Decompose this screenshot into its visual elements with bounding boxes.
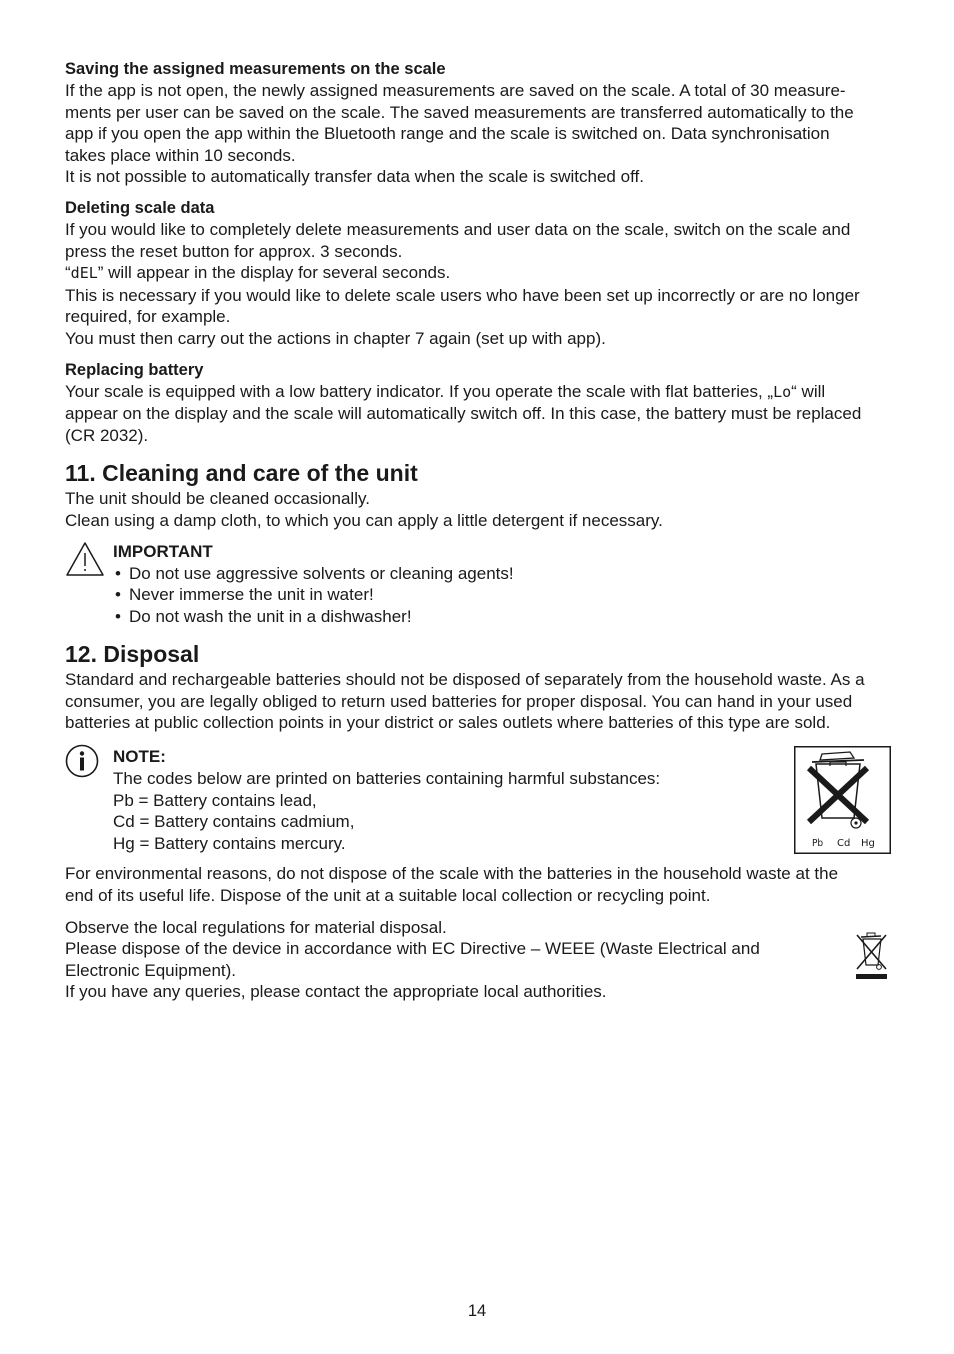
quote-open: “ — [65, 263, 71, 283]
page-content — [65, 58, 891, 1003]
heading-deleting: Deleting scale data — [65, 198, 215, 217]
page-number: 14 — [467, 1302, 487, 1320]
saving-line-1: If the app is not open, the newly assigned measurements are saved on the scale. A total of 30 measure- — [65, 81, 846, 100]
bin-label-cd: Cd — [837, 838, 851, 850]
bin-label-pb: Pb — [812, 838, 824, 850]
disposal-line-2: consumer, you are legally obliged to return used batteries for proper disposal. You can hand in your used — [65, 691, 853, 711]
note-box — [65, 746, 891, 854]
section-disposal — [65, 639, 891, 1003]
environment-paragraph — [65, 863, 891, 906]
saving-line-3: app if you open the app within the Bluetooth range and the scale is switched on. Data synchronisation — [65, 124, 830, 144]
list-item: • Do not use aggressive solvents or cleaning agents! — [113, 563, 891, 585]
battery-line-1 — [65, 381, 891, 404]
battery-line-2: appear on the display and the scale will automatically switch off. In this case, the battery must be replaced — [65, 404, 862, 424]
disposal-line-3: batteries at public collection points in your district or sales outlets where batteries of this type are sold. — [65, 713, 831, 733]
del-line-rest: ” will appear in the display for several seconds. — [97, 263, 451, 283]
deleting-line-2: press the reset button for approx. 3 seconds. — [65, 241, 403, 261]
final-line-1: Observe the local regulations for material disposal. — [65, 917, 447, 937]
final-paragraph — [65, 917, 891, 1003]
battery-line-3: (CR 2032). — [65, 425, 149, 445]
battery-line-1-post: “ will — [791, 381, 826, 401]
important-box — [65, 541, 891, 628]
warning-triangle-icon — [65, 541, 105, 577]
battery-line-1-pre: Your scale is equipped with a low battery indicator. If you operate the scale with flat batteries, „ — [65, 381, 774, 401]
heading-saving: Saving the assigned measurements on the scale — [65, 60, 446, 78]
del-display-code: dEL — [70, 264, 98, 283]
final-line-3: Electronic Equipment). — [65, 960, 237, 980]
section-battery — [65, 359, 891, 447]
battery-bin-icon — [794, 746, 891, 854]
disposal-line-1: Standard and rechargeable batteries should not be disposed of separately from the household waste. As a — [65, 670, 865, 690]
heading-battery: Replacing battery — [65, 360, 204, 379]
note-line-1: The codes below are printed on batteries containing harmful substances: — [113, 769, 661, 789]
env-line-2: end of its useful life. Dispose of the unit at a suitable local collection or recycling point. — [65, 886, 711, 906]
weee-bin-icon — [853, 931, 889, 981]
saving-line-4: takes place within 10 seconds. — [65, 145, 296, 165]
note-line-3: Cd = Battery contains cadmium, — [113, 812, 355, 832]
list-item: • Never immerse the unit in water! — [113, 584, 891, 606]
important-label: IMPORTANT — [113, 541, 213, 561]
list-item: • Do not wash the unit in a dishwasher! — [113, 606, 891, 628]
env-line-1: For environmental reasons, do not dispose of the scale with the batteries in the household waste at the — [65, 864, 839, 884]
cleaning-line-2: Clean using a damp cloth, to which you can apply a little detergent if necessary. — [65, 510, 663, 530]
final-line-4: If you have any queries, please contact the appropriate local authorities. — [65, 982, 607, 1002]
deleting-line-4: This is necessary if you would like to delete scale users who have been set up incorrectly or are no longer — [65, 285, 860, 305]
section-deleting — [65, 197, 891, 350]
cleaning-line-1: The unit should be cleaned occasionally. — [65, 489, 370, 509]
deleting-line-5: required, for example. — [65, 307, 231, 327]
saving-line-5: It is not possible to automatically transfer data when the scale is switched off. — [65, 167, 644, 187]
note-label: NOTE: — [113, 747, 166, 767]
section-saving — [65, 58, 891, 188]
heading-cleaning: 11. Cleaning and care of the unit — [65, 460, 418, 487]
info-icon — [65, 744, 99, 778]
section-cleaning — [65, 458, 891, 627]
final-line-2: Please dispose of the device in accordance with EC Directive – WEEE (Waste Electrical and — [65, 939, 760, 959]
lo-display-code: Lo — [773, 382, 792, 401]
heading-disposal: 12. Disposal — [65, 641, 200, 668]
important-list — [113, 563, 891, 628]
deleting-line-1: If you would like to completely delete measurements and user data on the scale, switch on the scale and — [65, 219, 851, 239]
bin-label-hg: Hg — [861, 838, 875, 850]
deleting-line-6: You must then carry out the actions in chapter 7 again (set up with app). — [65, 328, 606, 348]
note-line-4: Hg = Battery contains mercury. — [113, 833, 346, 853]
note-line-2: Pb = Battery contains lead, — [113, 790, 317, 810]
saving-line-2: ments per user can be saved on the scale. The saved measurements are transferred automatically to the — [65, 102, 854, 122]
deleting-line-3 — [65, 262, 891, 285]
